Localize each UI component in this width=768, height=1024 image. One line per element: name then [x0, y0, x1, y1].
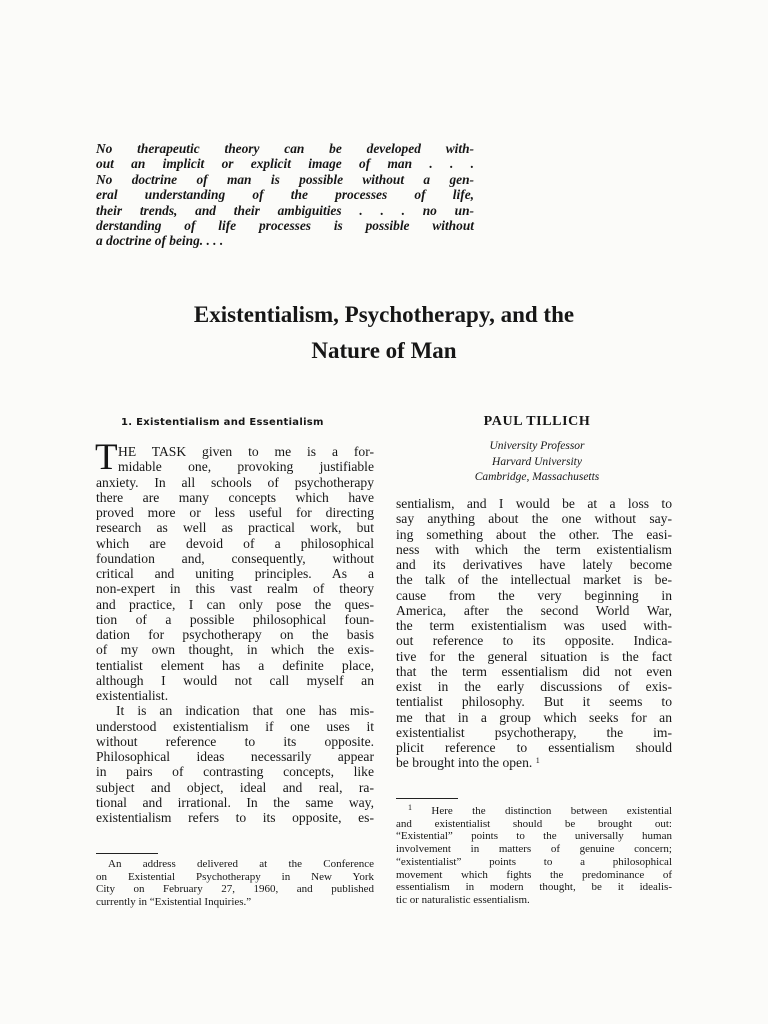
epigraph-line: derstanding of life processes is possible without [96, 218, 474, 234]
body-column-left [96, 444, 374, 825]
affiliation-title: University Professor [489, 440, 585, 452]
body-line: tentialist element has a definite place, [96, 657, 374, 673]
body-line: existentialist. [96, 688, 169, 703]
footnote-line: tic or naturalistic essentialism. [396, 893, 530, 906]
body-line: understood existentialism if one uses it [96, 718, 374, 734]
body-line: critical and uniting principles. As a [96, 566, 374, 581]
author-affiliation [400, 439, 674, 486]
drop-cap: T [95, 437, 118, 478]
title-line-1: Existentialism, Psychotherapy, and the [193, 302, 575, 327]
footnote-line: essentialism in modern thought, be it idealis- [396, 881, 672, 894]
body-line: tive for the general situation is the fact [396, 648, 672, 664]
body-line: America, after the second World War, [396, 602, 672, 618]
body-line: of my own thought, in which the exis- [96, 642, 374, 658]
body-line: subject and object, ideal and real, ra- [96, 779, 374, 795]
body-line: midable one, provoking justifiable [118, 459, 374, 475]
body-line: the talk of the intellectual market is be- [396, 572, 672, 588]
epigraph [96, 141, 474, 249]
footnote-line: movement which fights the predominance of [396, 868, 672, 881]
body-line: foundation and, consequently, without [96, 550, 374, 566]
body-line: me that in a group which seeks for an [396, 709, 672, 725]
epigraph-line: No doctrine of man is possible without a gen- [96, 171, 474, 187]
footnote-left [96, 858, 374, 909]
footnote-line: An address delivered at the Conference [108, 858, 374, 870]
footnote-line: City on February 27, 1960, and published [96, 883, 374, 896]
body-line: ness with which the term existentialism [396, 541, 672, 557]
footnote-marker: 1 [535, 756, 540, 766]
body-line: out reference to its opposite. Indica- [396, 633, 672, 649]
body-line: existentialist psychotherapy, the im- [396, 724, 672, 740]
footnote-line: involvement in matters of genuine concern; [396, 843, 672, 856]
footnote-line: “Existential” points to the universally human [396, 830, 672, 843]
body-line: cause from the very beginning in [396, 587, 672, 603]
body-line: the term existentialism was used with- [396, 618, 672, 633]
body-line: tional and irrational. In the same way, [96, 794, 374, 810]
body-line: sentialism, and I would be at a loss to [396, 496, 672, 511]
epigraph-line: out an implicit or explicit image of man . . . [96, 156, 474, 172]
author-name: PAUL TILLICH [483, 414, 591, 429]
body-line-final [396, 755, 672, 770]
body-line: tentialist philosophy. But it seems to [396, 694, 672, 710]
body-line: proved more or less useful for directing [96, 505, 374, 520]
body-line: without reference to its opposite. [96, 733, 374, 749]
body-line: there are many concepts which have [96, 489, 374, 505]
affiliation-location: Cambridge, Massachusetts [474, 471, 600, 484]
body-column-right [396, 496, 672, 771]
footnote-text: Here the distinction between existential [431, 805, 673, 817]
footnote-line: currently in “Existential Inquiries.” [96, 896, 252, 909]
body-line: existentialism refers to its opposite, es- [96, 810, 374, 825]
body-line-text: be brought into the open. [396, 755, 533, 771]
footnote-rule-right [396, 798, 458, 799]
section-heading: 1. Existentialism and Essentialism [121, 417, 324, 428]
body-line: anxiety. In all schools of psychotherapy [96, 474, 374, 490]
body-line: say anything about the one without say- [396, 511, 672, 527]
body-line: although I would not call myself an [96, 672, 374, 688]
epigraph-line: eral understanding of the processes of life, [96, 187, 474, 203]
body-line: in pairs of contrasting concepts, like [96, 764, 374, 780]
body-line: and practice, I can only pose the ques- [96, 596, 374, 612]
footnote-rule-left [96, 853, 158, 854]
epigraph-line: their trends, and their ambiguities . . . no un- [96, 202, 474, 218]
body-line: Philosophical ideas necessarily appear [96, 749, 374, 764]
footnote-right [396, 805, 672, 907]
body-line: ing something about the other. The easi- [396, 526, 672, 542]
body-line: It is an indication that one has mis- [116, 703, 374, 719]
affiliation-institution: Harvard University [492, 455, 582, 468]
body-line: HE TASK given to me is a for- [118, 444, 374, 459]
title-line-2: Nature of Man [311, 338, 457, 363]
footnote-number: 1 [408, 803, 412, 812]
body-line: that the term essentialism did not even [396, 663, 672, 679]
body-line: tion of a possible philosophical foun- [96, 611, 374, 627]
body-line: and its derivatives have lately become [396, 557, 672, 572]
footnote-line: and existentialist should be brought out: [396, 817, 672, 830]
body-line: dation for psychotherapy on the basis [96, 627, 374, 642]
footnote-line: “existentialist” points to a philosophical [396, 855, 672, 868]
epigraph-line: a doctrine of being. . . . [96, 233, 224, 249]
body-line: non-expert in this vast realm of theory [96, 581, 374, 597]
body-line: research as well as practical work, but [96, 520, 374, 536]
footnote-line: on Existential Psychotherapy in New York [96, 870, 374, 883]
article-title [0, 297, 768, 369]
epigraph-line: No therapeutic theory can be developed with- [96, 141, 474, 156]
body-line: exist in the early discussions of exis- [396, 679, 672, 694]
body-line: which are devoid of a philosophical [96, 535, 374, 551]
body-line: plicit reference to essentialism should [396, 740, 672, 755]
footnote-line [396, 805, 672, 818]
